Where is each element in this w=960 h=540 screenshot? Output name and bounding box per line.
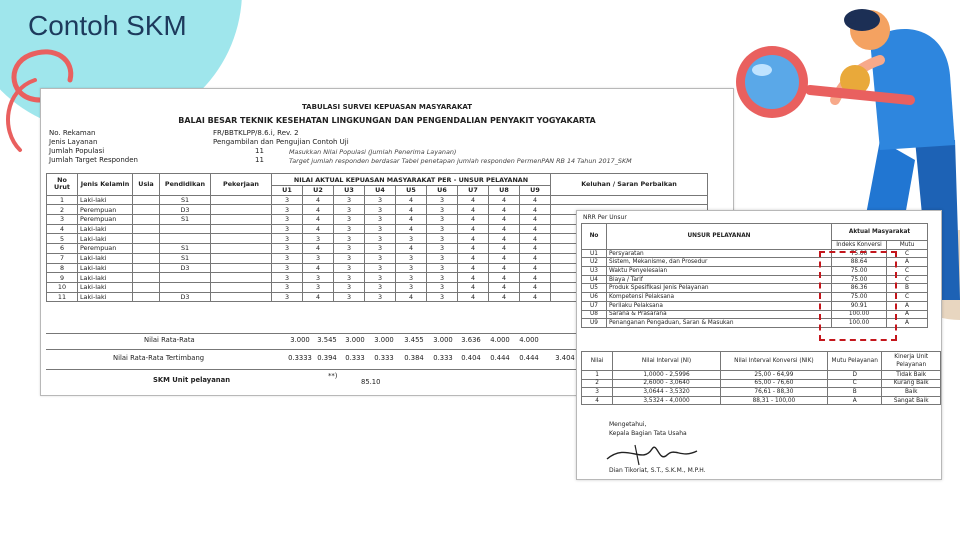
interval-header: Kinerja Unit Pelayanan <box>882 352 941 371</box>
table-cell: U6 <box>582 293 607 302</box>
table-cell: 2,6000 - 3,0640 <box>613 379 721 388</box>
table-cell: 6 <box>47 244 78 254</box>
table-cell: 4 <box>489 244 520 254</box>
table-cell: 25,00 - 64,99 <box>720 371 827 380</box>
table-cell: 10 <box>47 282 78 292</box>
table-cell <box>133 244 160 254</box>
table-cell: 3 <box>303 282 334 292</box>
skm-value: 85.10 <box>361 378 381 386</box>
summary-value: 4.000 <box>519 336 539 344</box>
table-cell: 4 <box>489 282 520 292</box>
table-cell: 3 <box>272 263 303 273</box>
table-cell: D3 <box>160 292 211 302</box>
table-cell: 4 <box>303 263 334 273</box>
table-cell: 8 <box>47 263 78 273</box>
table-row <box>47 195 708 205</box>
table-cell: 4 <box>396 205 427 215</box>
header-unsur-col: U8 <box>489 186 520 196</box>
table-cell: Perempuan <box>78 244 133 254</box>
table-cell: 4 <box>520 195 551 205</box>
meta-value: 11 <box>255 147 264 155</box>
table-cell: 4 <box>396 215 427 225</box>
table-cell: Laki-laki <box>78 224 133 234</box>
table-cell: 88,31 - 100,00 <box>720 396 827 405</box>
meta-note: Masukkan Nilai Populasi (Jumlah Penerima Layanan) <box>289 148 457 156</box>
table-cell: 4 <box>582 396 613 405</box>
table-cell: 4 <box>489 263 520 273</box>
sign-position: Kepala Bagian Tata Usaha <box>609 430 687 437</box>
table-cell: 4 <box>396 292 427 302</box>
table-cell <box>133 273 160 283</box>
summary-value: 3.636 <box>461 336 481 344</box>
table-cell: 4 <box>520 234 551 244</box>
table-cell: 3 <box>365 205 396 215</box>
table-cell: A <box>887 319 928 328</box>
table-cell: U1 <box>582 249 607 258</box>
table-cell <box>211 205 272 215</box>
table-cell: S1 <box>160 244 211 254</box>
table-cell <box>133 253 160 263</box>
table-cell: 3 <box>334 224 365 234</box>
meta-note: Target jumlah responden berdasar Tabel penetapan jumlah responden PermenPAN RB 14 Tahun 2017_SKM <box>289 157 632 165</box>
table-cell: 3 <box>396 253 427 263</box>
table-cell: 3 <box>365 224 396 234</box>
table-cell: 3 <box>334 234 365 244</box>
table-cell: 100.00 <box>832 319 887 328</box>
table-cell: U8 <box>582 310 607 319</box>
header-unsur-col: U7 <box>458 186 489 196</box>
table-cell: 3 <box>427 205 458 215</box>
table-cell: Laki-laki <box>78 263 133 273</box>
header-actual-values: NILAI AKTUAL KEPUASAN MASYARAKAT PER - UNSUR PELAYANAN <box>272 174 551 186</box>
summary-value: 0.3333 <box>288 354 312 362</box>
table-cell: 3 <box>272 244 303 254</box>
table-cell: 4 <box>303 292 334 302</box>
table-cell: 3 <box>427 263 458 273</box>
table-cell: D3 <box>160 263 211 273</box>
doc-institution: BALAI BESAR TEKNIK KESEHATAN LINGKUNGAN DAN PENGENDALIAN PENYAKIT YOGYAKARTA <box>178 116 596 125</box>
table-cell: 4 <box>458 282 489 292</box>
table-cell <box>211 273 272 283</box>
table-cell: A <box>828 396 882 405</box>
table-cell <box>211 292 272 302</box>
table-cell: 3 <box>334 244 365 254</box>
table-cell: 4 <box>458 244 489 254</box>
table-cell: 3 <box>365 244 396 254</box>
table-cell: 4 <box>396 224 427 234</box>
table-cell: 76,61 - 88,30 <box>720 388 827 397</box>
table-cell: Sangat Baik <box>882 396 941 405</box>
table-cell <box>133 224 160 234</box>
table-cell <box>133 215 160 225</box>
skm-label: SKM Unit pelayanan <box>153 376 231 384</box>
table-cell: 4 <box>520 224 551 234</box>
header-age: Usia <box>133 174 160 196</box>
table-cell: 3 <box>334 263 365 273</box>
table-cell: 75.00 <box>832 267 887 276</box>
meta-label: Jumlah Populasi <box>49 147 105 155</box>
table-cell <box>133 292 160 302</box>
summary-value: 0.394 <box>317 354 337 362</box>
header-education: Pendidikan <box>160 174 211 196</box>
table-cell: 3 <box>365 195 396 205</box>
header-unsur-col: U1 <box>272 186 303 196</box>
table-cell: 3 <box>365 215 396 225</box>
table-cell: 4 <box>458 224 489 234</box>
interval-header: Nilai <box>582 352 613 371</box>
summary-value: 3.455 <box>404 336 424 344</box>
header-gender: Jenis Kelamin <box>78 174 133 196</box>
table-cell: 4 <box>47 224 78 234</box>
sign-acknowledged: Mengetahui, <box>609 421 647 428</box>
table-cell: 3 <box>272 273 303 283</box>
table-cell: 3 <box>272 292 303 302</box>
table-cell <box>211 224 272 234</box>
interval-header: Nilai Interval (NI) <box>613 352 721 371</box>
table-cell: 4 <box>520 273 551 283</box>
summary-value: 0.444 <box>490 354 510 362</box>
table-cell: Perempuan <box>78 205 133 215</box>
summary-value: 3.000 <box>345 336 365 344</box>
header-actual: Aktual Masyarakat <box>832 224 928 241</box>
table-cell: 3 <box>396 273 427 283</box>
table-cell: 3 <box>365 253 396 263</box>
table-cell: 3 <box>427 244 458 254</box>
table-cell: 3 <box>427 282 458 292</box>
table-cell: 3 <box>334 253 365 263</box>
table-cell: Tidak Baik <box>882 371 941 380</box>
header-unsur-col: U5 <box>396 186 427 196</box>
table-cell: 4 <box>396 244 427 254</box>
table-cell: B <box>887 284 928 293</box>
table-cell: 3,5324 - 4,0000 <box>613 396 721 405</box>
table-cell: Kompetensi Pelaksana <box>607 293 832 302</box>
table-cell: 3 <box>396 282 427 292</box>
average-label: Nilai Rata-Rata <box>144 336 195 344</box>
table-cell: 4 <box>520 215 551 225</box>
table-cell: 3 <box>427 224 458 234</box>
table-cell: Sarana & Prasarana <box>607 310 832 319</box>
meta-label: Jenis Layanan <box>49 138 98 146</box>
table-cell: Waktu Penyelesaian <box>607 267 832 276</box>
header-job: Pekerjaan <box>211 174 272 196</box>
meta-label: No. Rekaman <box>49 129 96 137</box>
table-cell: 3 <box>365 234 396 244</box>
table-cell: 4 <box>489 253 520 263</box>
table-cell: 3 <box>365 263 396 273</box>
table-cell: 4 <box>520 282 551 292</box>
table-cell: Persyaratan <box>607 249 832 258</box>
table-cell: 4 <box>458 292 489 302</box>
table-cell: 4 <box>458 195 489 205</box>
meta-value: 11 <box>255 156 264 164</box>
nrr-label: NRR Per Unsur <box>583 214 627 221</box>
table-row <box>582 396 941 405</box>
weighted-average-label: Nilai Rata-Rata Tertimbang <box>113 354 205 362</box>
table-cell: 4 <box>303 215 334 225</box>
header-unsur: UNSUR PELAYANAN <box>607 224 832 250</box>
table-cell: 3 <box>334 273 365 283</box>
table-cell: 3 <box>427 215 458 225</box>
table-cell: A <box>887 258 928 267</box>
table-cell: 5 <box>47 234 78 244</box>
meta-value: Pengambilan dan Pengujian Contoh Uji <box>213 138 349 146</box>
table-cell: 3 <box>396 234 427 244</box>
table-cell: 4 <box>489 234 520 244</box>
table-cell <box>133 195 160 205</box>
table-cell: 4 <box>396 195 427 205</box>
table-cell: 4 <box>458 215 489 225</box>
table-cell: 1,0000 - 2,5996 <box>613 371 721 380</box>
table-cell: 9 <box>47 273 78 283</box>
table-cell <box>160 234 211 244</box>
table-cell: Perempuan <box>78 215 133 225</box>
table-cell: 3 <box>303 253 334 263</box>
table-cell: 75.00 <box>832 249 887 258</box>
slide-title: Contoh SKM <box>28 10 187 41</box>
table-cell: 4 <box>458 205 489 215</box>
summary-value: 0.384 <box>404 354 424 362</box>
table-cell: Laki-laki <box>78 234 133 244</box>
table-cell: B <box>828 388 882 397</box>
table-cell: 90.91 <box>832 301 887 310</box>
table-cell: U4 <box>582 275 607 284</box>
table-cell: 3 <box>427 195 458 205</box>
meta-value: FR/BBTKLPP/8.6.i, Rev. 2 <box>213 129 299 137</box>
table-cell: 3 <box>272 224 303 234</box>
summary-value: 3.000 <box>374 336 394 344</box>
table-cell <box>211 234 272 244</box>
header-suggestions: Keluhan / Saran Perbaikan <box>551 174 708 196</box>
header-no: No Urut <box>47 174 78 196</box>
table-cell: 2 <box>47 205 78 215</box>
table-cell: Laki-laki <box>78 292 133 302</box>
table-cell: 3 <box>303 234 334 244</box>
table-cell: 1 <box>47 195 78 205</box>
table-cell: 3 <box>303 273 334 283</box>
table-cell: 4 <box>458 273 489 283</box>
table-cell: 4 <box>520 205 551 215</box>
table-row <box>582 371 941 380</box>
table-cell: 4 <box>489 273 520 283</box>
table-cell: 3 <box>272 215 303 225</box>
table-cell: 4 <box>458 234 489 244</box>
table-cell: 3 <box>427 292 458 302</box>
table-cell: A <box>887 301 928 310</box>
table-cell: 75.00 <box>832 293 887 302</box>
table-cell: 3 <box>334 292 365 302</box>
table-cell: A <box>887 310 928 319</box>
table-cell: C <box>887 267 928 276</box>
header-quality: Mutu <box>887 241 928 250</box>
table-cell <box>211 282 272 292</box>
table-cell: Laki-laki <box>78 195 133 205</box>
table-cell: U3 <box>582 267 607 276</box>
table-cell: 3 <box>334 282 365 292</box>
table-cell: 4 <box>489 224 520 234</box>
table-cell: U7 <box>582 301 607 310</box>
summary-value: 3.000 <box>433 336 453 344</box>
header-index: Indeks Konversi <box>832 241 887 250</box>
table-cell: C <box>887 275 928 284</box>
interval-header: Nilai Interval Konversi (NIK) <box>720 352 827 371</box>
weighted-total: 3.404 <box>555 354 575 362</box>
table-cell: 100.00 <box>832 310 887 319</box>
table-cell: U5 <box>582 284 607 293</box>
table-cell: 3 <box>272 253 303 263</box>
table-cell <box>160 282 211 292</box>
interval-table <box>581 351 941 405</box>
table-cell: 3 <box>396 263 427 273</box>
table-cell: C <box>887 249 928 258</box>
summary-value: 0.404 <box>461 354 481 362</box>
table-cell <box>211 253 272 263</box>
table-cell: 4 <box>458 263 489 273</box>
table-cell: 7 <box>47 253 78 263</box>
table-cell: Laki-laki <box>78 253 133 263</box>
summary-value: 4.000 <box>490 336 510 344</box>
table-row <box>582 379 941 388</box>
doc-title: TABULASI SURVEI KEPUASAN MASYARAKAT <box>301 103 473 111</box>
table-cell: S1 <box>160 215 211 225</box>
table-cell: 4 <box>303 244 334 254</box>
table-cell <box>551 195 708 205</box>
table-cell: 3 <box>272 205 303 215</box>
table-cell: U2 <box>582 258 607 267</box>
signature-image <box>597 437 707 469</box>
table-cell: S1 <box>160 253 211 263</box>
table-cell: S1 <box>160 195 211 205</box>
table-cell: D <box>828 371 882 380</box>
table-cell: 3 <box>427 253 458 263</box>
table-cell: 3 <box>365 292 396 302</box>
table-cell: 2 <box>582 379 613 388</box>
table-cell: 1 <box>582 371 613 380</box>
table-cell: 4 <box>520 253 551 263</box>
table-cell: 3 <box>365 273 396 283</box>
highlight-dashed-box <box>819 251 897 341</box>
skm-footnote-mark: **) <box>328 372 338 380</box>
table-cell: 3 <box>272 234 303 244</box>
table-cell: Kurang Baik <box>882 379 941 388</box>
summary-value: 3.000 <box>290 336 310 344</box>
table-cell: 11 <box>47 292 78 302</box>
header-unsur-col: U3 <box>334 186 365 196</box>
table-cell: 4 <box>303 195 334 205</box>
table-cell: 4 <box>303 224 334 234</box>
header-unsur-col: U9 <box>520 186 551 196</box>
table-cell: C <box>887 293 928 302</box>
table-cell <box>211 244 272 254</box>
table-cell: 4 <box>458 253 489 263</box>
table-cell: 3 <box>272 282 303 292</box>
table-cell: 4 <box>489 205 520 215</box>
table-cell: 4 <box>520 244 551 254</box>
table-cell: Laki-laki <box>78 273 133 283</box>
table-cell: 86.36 <box>832 284 887 293</box>
table-cell: Produk Spesifikasi Jenis Pelayanan <box>607 284 832 293</box>
table-cell: 3 <box>334 215 365 225</box>
table-cell: U9 <box>582 319 607 328</box>
table-cell: 3 <box>47 215 78 225</box>
header-unsur-col: U6 <box>427 186 458 196</box>
table-cell <box>211 263 272 273</box>
table-cell: 75.00 <box>832 275 887 284</box>
table-cell: 3,0644 - 3,5320 <box>613 388 721 397</box>
table-cell <box>211 195 272 205</box>
table-cell: 3 <box>427 273 458 283</box>
table-cell: 4 <box>520 263 551 273</box>
table-cell: 3 <box>272 195 303 205</box>
header-no: No <box>582 224 607 250</box>
summary-value: 0.333 <box>433 354 453 362</box>
summary-value: 0.333 <box>345 354 365 362</box>
table-cell <box>160 224 211 234</box>
table-cell: 3 <box>427 234 458 244</box>
table-cell <box>133 234 160 244</box>
summary-value: 0.333 <box>374 354 394 362</box>
meta-label: Jumlah Target Responden <box>49 156 138 164</box>
table-cell <box>133 282 160 292</box>
table-row <box>582 388 941 397</box>
table-cell: 3 <box>365 282 396 292</box>
table-cell: Baik <box>882 388 941 397</box>
table-cell <box>160 273 211 283</box>
table-cell: 65,00 - 76,60 <box>720 379 827 388</box>
table-cell: Biaya / Tarif <box>607 275 832 284</box>
interval-header: Mutu Pelayanan <box>828 352 882 371</box>
table-cell: Perilaku Pelaksana <box>607 301 832 310</box>
table-cell <box>133 205 160 215</box>
table-cell: 3 <box>334 195 365 205</box>
table-cell: 4 <box>489 195 520 205</box>
table-cell: 3 <box>334 205 365 215</box>
table-cell: Sistem, Mekanisme, dan Prosedur <box>607 258 832 267</box>
table-cell <box>133 263 160 273</box>
table-cell: 4 <box>303 205 334 215</box>
table-cell: C <box>828 379 882 388</box>
table-cell <box>211 215 272 225</box>
table-cell: Penanganan Pengaduan, Saran & Masukan <box>607 319 832 328</box>
summary-value: 3.545 <box>317 336 337 344</box>
table-cell: Laki-laki <box>78 282 133 292</box>
table-cell: 4 <box>520 292 551 302</box>
table-cell: 4 <box>489 292 520 302</box>
table-cell: 3 <box>582 388 613 397</box>
table-cell: D3 <box>160 205 211 215</box>
header-unsur-col: U4 <box>365 186 396 196</box>
header-unsur-col: U2 <box>303 186 334 196</box>
table-cell: 88.64 <box>832 258 887 267</box>
summary-value: 0.444 <box>519 354 539 362</box>
sign-name: Dian Tikoriat, S.T., S.K.M., M.P.H. <box>609 467 706 474</box>
table-cell: 4 <box>489 215 520 225</box>
